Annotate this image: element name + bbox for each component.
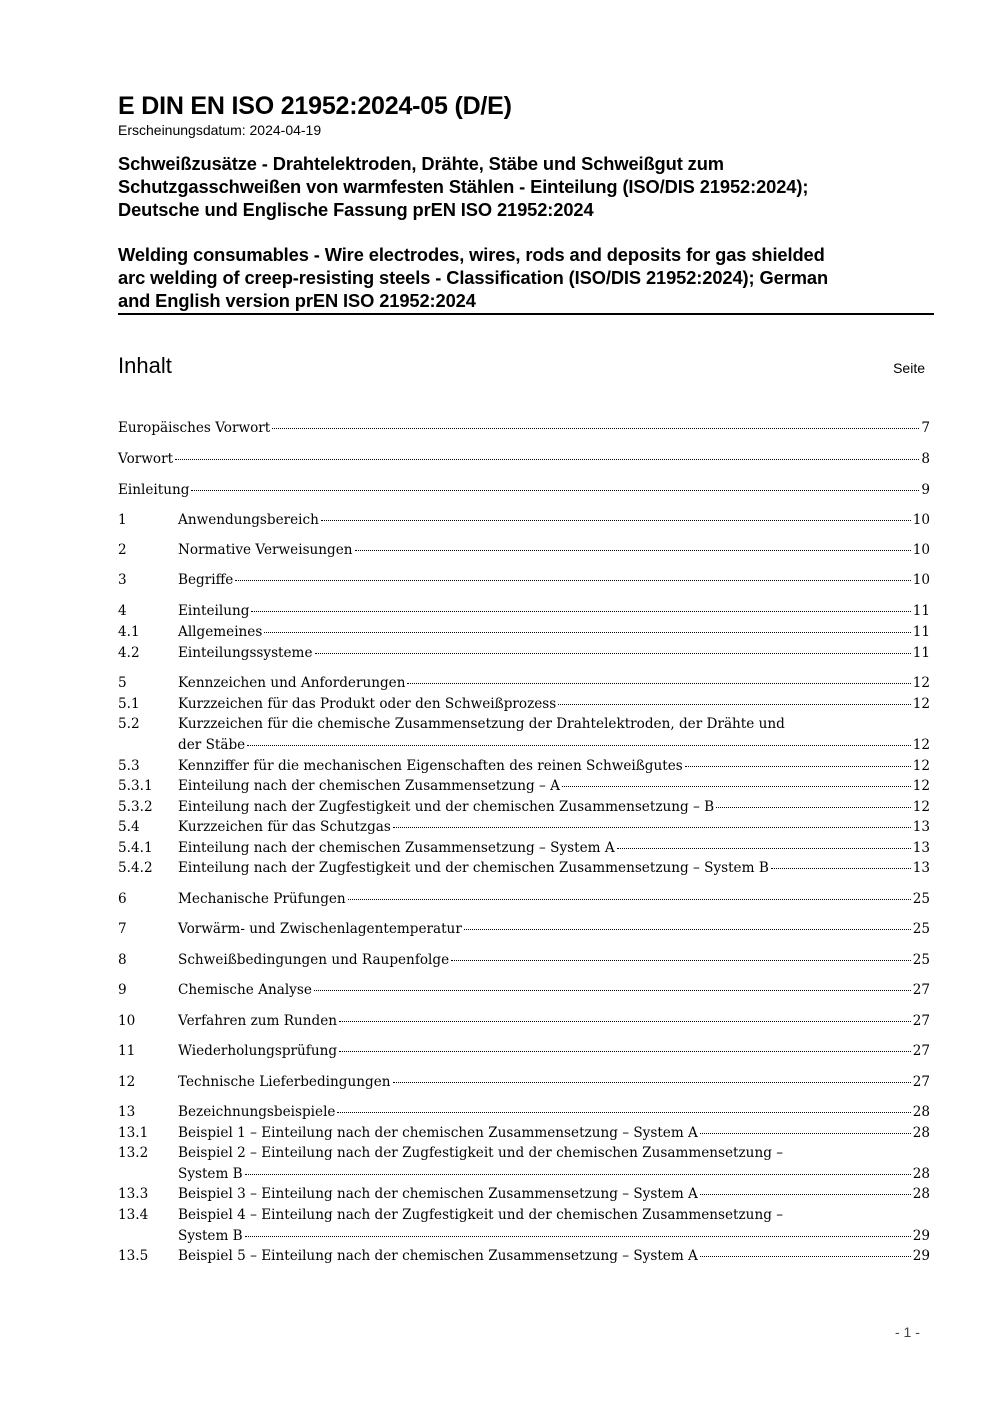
toc-entry-number: 4.2 (118, 645, 140, 661)
toc-entry-page: 25 (912, 952, 930, 968)
toc-dot-leader (315, 653, 911, 654)
document-id: E DIN EN ISO 21952:2024-05 (D/E) (118, 92, 512, 120)
toc-entry-page: 10 (912, 512, 930, 528)
toc-dot-leader (245, 1236, 911, 1237)
toc-entry-title: Verfahren zum Runden (178, 1013, 337, 1029)
toc-entry-number: 10 (118, 1013, 136, 1029)
toc-dot-leader (700, 1133, 911, 1134)
title-english-line: and English version prEN ISO 21952:2024 (118, 290, 476, 311)
toc-entry-page: 12 (912, 799, 930, 815)
toc-entry-number: 13.2 (118, 1145, 149, 1161)
toc-entry-number: 2 (118, 542, 127, 558)
toc-dot-leader (771, 868, 911, 869)
toc-entry-body (178, 1143, 930, 1184)
toc-entry-page: 8 (921, 451, 930, 467)
toc-dot-leader (321, 520, 911, 521)
toc-entry-page: 28 (912, 1125, 930, 1141)
toc-entry-title: Einteilung nach der Zugfestigkeit und der chemischen Zusammensetzung – System B (178, 860, 769, 876)
toc-entry-page: 12 (912, 778, 930, 794)
toc-entry-body (178, 1246, 930, 1267)
toc-entry-page: 9 (921, 482, 930, 498)
toc-entry-title: Einteilung (178, 603, 250, 619)
toc-entry-number: 5.4 (118, 819, 140, 835)
toc-entry-title: Beispiel 3 – Einteilung nach der chemischen Zusammensetzung – System A (178, 1186, 698, 1202)
toc-entry-title: Einteilung nach der chemischen Zusammensetzung – System A (178, 840, 615, 856)
toc-entry-page: 27 (912, 1013, 930, 1029)
toc-entry-number: 13.1 (118, 1125, 149, 1141)
toc-entry-body (118, 418, 930, 439)
toc-entry-title: Allgemeines (178, 624, 263, 640)
toc-entry-page: 28 (912, 1104, 930, 1120)
document-header (118, 92, 933, 383)
toc-entry-title: Vorwärm- und Zwischenlagentemperatur (178, 921, 462, 937)
toc-entry-page: 28 (912, 1186, 930, 1202)
toc-entry-body (178, 858, 930, 879)
toc-heading: Inhalt (118, 353, 172, 378)
toc-entry-body (178, 694, 930, 715)
toc-entry-title: Beispiel 1 – Einteilung nach der chemischen Zusammensetzung – System A (178, 1125, 698, 1141)
toc-dot-leader (617, 848, 911, 849)
toc-entry-page: 11 (912, 645, 930, 661)
toc-entry-title-line: Beispiel 4 – Einteilung nach der Zugfestigkeit und der chemischen Zusammensetzung – (178, 1207, 784, 1223)
toc-entry-body (118, 449, 930, 470)
toc-entry-body (118, 480, 930, 501)
toc-entry-title: Einteilungssysteme (178, 645, 313, 661)
toc-entry-page: 10 (912, 572, 930, 588)
toc-dot-leader (191, 490, 919, 491)
toc-dot-leader (264, 632, 910, 633)
toc-dot-leader (355, 550, 911, 551)
title-english-line: arc welding of creep-resisting steels - Classification (ISO/DIS 21952:2024); German (118, 267, 829, 288)
toc-dot-leader (685, 766, 911, 767)
title-german (118, 152, 933, 221)
toc-dot-leader (700, 1194, 911, 1195)
toc-entry-page: 12 (912, 696, 930, 712)
toc-entry-title: Kurzzeichen für das Schutzgas (178, 819, 391, 835)
toc-entry-title: Begriffe (178, 572, 234, 588)
toc-dot-leader (562, 786, 911, 787)
toc-entry-body (178, 838, 930, 859)
toc-dot-leader (451, 960, 911, 961)
toc-entry-body (178, 1102, 930, 1123)
title-english (118, 243, 933, 312)
toc-entry-body (178, 570, 930, 591)
toc-entry-title: der Stäbe (178, 736, 246, 753)
toc-entry-body (178, 714, 930, 755)
title-german-line: Schweißzusätze - Drahtelektroden, Drähte, Stäbe und Schweißgut zum (118, 153, 724, 174)
toc-entry-number: 4 (118, 603, 127, 619)
toc-entry-body (178, 1205, 930, 1246)
toc-entry-page: 7 (921, 420, 930, 436)
toc-entry-body (178, 817, 930, 838)
toc-dot-leader (251, 611, 910, 612)
page-number: - 1 - (895, 1324, 920, 1340)
toc-page-label: Seite (893, 360, 925, 376)
toc-entry-title: Beispiel 5 – Einteilung nach der chemischen Zusammensetzung – System A (178, 1248, 698, 1264)
toc-entry-title: Anwendungsbereich (178, 512, 319, 528)
title-english-line: Welding consumables - Wire electrodes, wires, rods and deposits for gas shielded (118, 244, 825, 265)
toc-dot-leader (175, 459, 919, 460)
toc-entry-title: Bezeichnungsbeispiele (178, 1104, 336, 1120)
toc-entry-number: 13.3 (118, 1186, 149, 1202)
toc-entry-page: 11 (912, 603, 930, 619)
toc-entry-number: 3 (118, 572, 127, 588)
toc-entry-page: 12 (912, 675, 930, 691)
toc-entry-number: 11 (118, 1043, 136, 1059)
toc-dot-leader (716, 807, 911, 808)
toc-entry-page: 29 (912, 1227, 930, 1244)
toc-dot-leader (339, 1021, 911, 1022)
toc-dot-leader (558, 704, 910, 705)
toc-dot-leader (337, 1112, 910, 1113)
toc-dot-leader (464, 929, 911, 930)
toc-entry-number: 7 (118, 921, 127, 937)
toc-entry-title: Normative Verweisungen (178, 542, 353, 558)
toc-entry-body (178, 797, 930, 818)
toc-entry-body (178, 601, 930, 622)
toc-dot-leader (393, 827, 911, 828)
toc-dot-leader (407, 683, 910, 684)
toc-entry-number: 5.1 (118, 696, 140, 712)
toc-entry-title: Schweißbedingungen und Raupenfolge (178, 952, 450, 968)
toc-entry-title: Kennzeichen und Anforderungen (178, 675, 406, 691)
toc-dot-leader (272, 428, 919, 429)
toc-dot-leader (245, 1174, 911, 1175)
toc-entry-body (178, 776, 930, 797)
toc-entry-body (178, 510, 930, 531)
toc-entry-body (178, 1011, 930, 1032)
toc-header (118, 353, 933, 383)
toc-entry-number: 8 (118, 952, 127, 968)
toc-entry-page: 25 (912, 891, 930, 907)
toc-entry-title: System B (178, 1227, 243, 1244)
toc-dot-leader (700, 1256, 911, 1257)
toc-entry-body (178, 1123, 930, 1144)
toc-entry-body (178, 673, 930, 694)
toc-entry-number: 9 (118, 982, 127, 998)
toc-dot-leader (235, 580, 910, 581)
toc-entry-title: Technische Lieferbedingungen (178, 1074, 391, 1090)
toc-entry-body (178, 1184, 930, 1205)
toc-dot-leader (393, 1082, 911, 1083)
header-rule (118, 313, 934, 315)
toc-entry-number: 4.1 (118, 624, 140, 640)
toc-entry-page: 10 (912, 542, 930, 558)
toc-entry-body (178, 889, 930, 910)
toc-entry-page: 11 (912, 624, 930, 640)
toc-entry-page: 13 (912, 860, 930, 876)
toc-entry-title: Wiederholungsprüfung (178, 1043, 338, 1059)
toc-entry-page: 12 (912, 736, 930, 753)
toc-entry-number: 5.4.2 (118, 860, 153, 876)
toc-entry-title: Einteilung nach der chemischen Zusammensetzung – A (178, 778, 560, 794)
toc-entry-page: 27 (912, 1043, 930, 1059)
toc-entry-title: System B (178, 1165, 243, 1182)
toc-entry-title-line: Beispiel 2 – Einteilung nach der Zugfestigkeit und der chemischen Zusammensetzung – (178, 1145, 784, 1161)
toc-entry-number: 5.3.1 (118, 778, 153, 794)
toc-entry-body (178, 540, 930, 561)
toc-entry-title: Chemische Analyse (178, 982, 312, 998)
toc-entry-number: 5 (118, 675, 127, 691)
toc-entry-title: Mechanische Prüfungen (178, 891, 346, 907)
toc-entry-page: 25 (912, 921, 930, 937)
toc-dot-leader (339, 1051, 911, 1052)
toc-entry-title: Kennziffer für die mechanischen Eigenschaften des reinen Schweißgutes (178, 758, 683, 774)
toc-entry-number: 5.3 (118, 758, 140, 774)
publication-date: Erscheinungsdatum: 2024-04-19 (118, 122, 322, 138)
toc-entry-number: 5.2 (118, 716, 140, 732)
toc-entry-page: 27 (912, 1074, 930, 1090)
toc-dot-leader (247, 745, 910, 746)
toc-entry-number: 12 (118, 1074, 136, 1090)
toc-entry-page: 12 (912, 758, 930, 774)
toc-entry-body (178, 622, 930, 643)
toc-entry-page: 13 (912, 819, 930, 835)
toc-entry-page: 27 (912, 982, 930, 998)
toc-entry-number: 5.4.1 (118, 840, 153, 856)
toc-entry-title-line: Kurzzeichen für die chemische Zusammensetzung der Drahtelektroden, der Drähte und (178, 716, 785, 732)
toc-entry-body (178, 643, 930, 664)
toc-entry-number: 5.3.2 (118, 799, 153, 815)
toc-entry-body (178, 1072, 930, 1093)
toc-entry-page: 13 (912, 840, 930, 856)
toc-entry-title: Einleitung (118, 482, 190, 498)
toc-entry-body (178, 756, 930, 777)
toc-dot-leader (314, 990, 911, 991)
toc-entry-body (178, 980, 930, 1001)
toc-entry-number: 6 (118, 891, 127, 907)
title-german-line: Schutzgasschweißen von warmfesten Stählen - Einteilung (ISO/DIS 21952:2024); (118, 176, 809, 197)
toc-entry-page: 28 (912, 1165, 930, 1182)
toc-dot-leader (348, 899, 911, 900)
toc-entry-body (178, 950, 930, 971)
toc-entry-number: 13.5 (118, 1248, 149, 1264)
toc-entry-number: 1 (118, 512, 127, 528)
toc-entry-body (178, 919, 930, 940)
toc-entry-number: 13 (118, 1104, 136, 1120)
toc-entry-title: Einteilung nach der Zugfestigkeit und der chemischen Zusammensetzung – B (178, 799, 715, 815)
toc-entry-number: 13.4 (118, 1207, 149, 1223)
toc-entry-body (178, 1041, 930, 1062)
toc-entry-title: Europäisches Vorwort (118, 420, 271, 436)
title-german-line: Deutsche und Englische Fassung prEN ISO 21952:2024 (118, 199, 594, 220)
toc-entry-title: Kurzzeichen für das Produkt oder den Schweißprozess (178, 696, 557, 712)
toc-entry-page: 29 (912, 1248, 930, 1264)
toc-entry-title: Vorwort (118, 451, 174, 467)
